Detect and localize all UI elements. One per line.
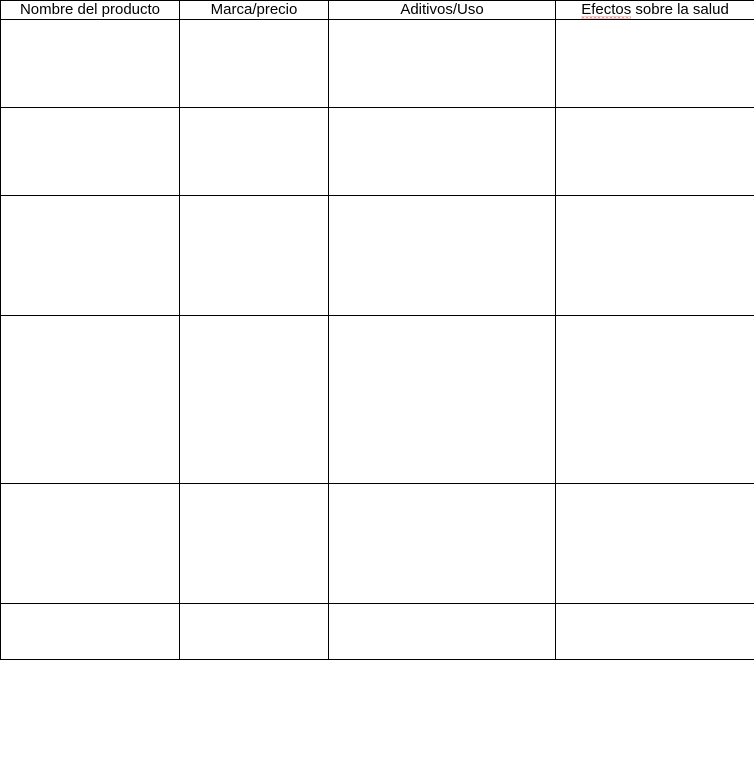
table-cell[interactable] — [329, 20, 556, 108]
table-row — [1, 604, 754, 660]
table-cell[interactable] — [1, 108, 180, 196]
table-cell[interactable] — [556, 20, 754, 108]
table-row — [1, 108, 754, 196]
table-body — [1, 20, 754, 660]
table-cell[interactable] — [556, 108, 754, 196]
table-cell[interactable] — [329, 316, 556, 484]
table-cell[interactable] — [1, 604, 180, 660]
column-header-marca-precio — [180, 1, 329, 20]
table-cell[interactable] — [180, 196, 329, 316]
column-header-efectos-sobre-la-salud — [556, 1, 754, 20]
table-cell[interactable] — [180, 20, 329, 108]
column-header-label-spellchecked: Efectos sobre la salud — [581, 1, 729, 18]
table-cell[interactable] — [556, 316, 754, 484]
table-header-row — [1, 1, 754, 20]
column-header-aditivos-uso — [329, 1, 556, 20]
column-header-label: Aditivos/Uso — [400, 1, 484, 18]
column-header-label: Marca/precio — [210, 1, 298, 18]
column-header-nombre-del-producto — [1, 1, 180, 20]
table-cell[interactable] — [329, 108, 556, 196]
table-row — [1, 196, 754, 316]
table-header — [1, 1, 754, 20]
table-cell[interactable] — [556, 604, 754, 660]
table-cell[interactable] — [180, 604, 329, 660]
table-cell[interactable] — [180, 484, 329, 604]
table-row — [1, 316, 754, 484]
table-cell[interactable] — [180, 316, 329, 484]
spellcheck-underlined-word: Efectos — [581, 1, 632, 18]
table-cell[interactable] — [1, 196, 180, 316]
table-cell[interactable] — [329, 196, 556, 316]
table-cell[interactable] — [1, 316, 180, 484]
table-cell[interactable] — [1, 484, 180, 604]
table-cell[interactable] — [556, 196, 754, 316]
table-row — [1, 20, 754, 108]
table-cell[interactable] — [180, 108, 329, 196]
column-header-label: Nombre del producto — [19, 1, 161, 18]
table-cell[interactable] — [329, 604, 556, 660]
table-cell[interactable] — [1, 20, 180, 108]
table-cell[interactable] — [329, 484, 556, 604]
table-row — [1, 484, 754, 604]
table-cell[interactable] — [556, 484, 754, 604]
